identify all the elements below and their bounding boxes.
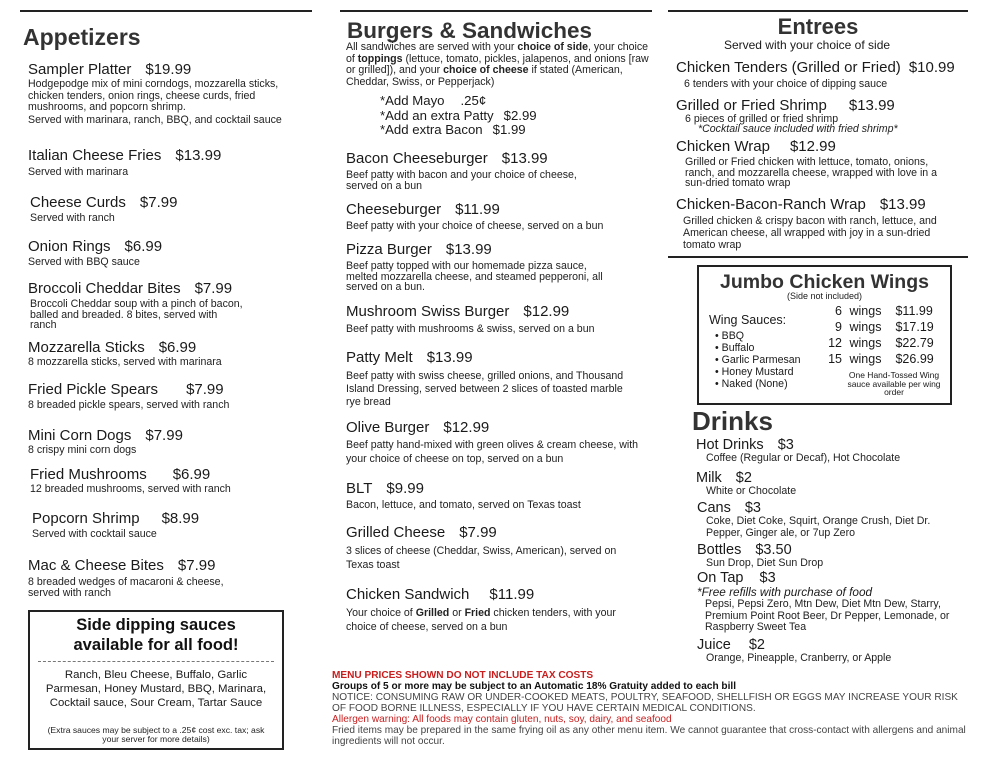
entrees-title: Entrees [777,14,859,39]
drink-bottles [697,542,977,570]
item-price: $13.99 [426,349,473,366]
item-name: Mini Corn Dogs [28,427,132,444]
item-name: Grilled or Fried Shrimp [676,97,827,114]
wing-size-row [824,319,934,335]
appetizer-mozzarella-sticks [28,339,308,369]
appetizer-fried-pickle-spears [28,381,308,412]
item-price: $9.99 [386,480,424,497]
item-desc: Beef patty with bacon and your choice of cheese, served on a bun [346,169,577,192]
wing-sauce-garlic-parmesan: • Garlic Parmesan [715,354,801,366]
item-name: Fried Pickle Spears [28,381,159,398]
item-desc: Bacon, lettuce, and tomato, served on Texas toast [346,499,581,511]
item-desc: Served with cocktail sauce [32,528,157,540]
item-desc: Hodgepodge mix of mini corndogs, mozzarella sticks, chicken tenders, onion rings, cheese curds, fried mushrooms, and popcorn shrimp. [28,78,279,113]
item-price: $7.99 [139,194,178,211]
item-price: $8.99 [161,510,200,527]
item-desc: Served with ranch [30,212,115,224]
item-name: Milk [696,470,722,486]
intro-text: (lettuce, tomato, pickles, jalapenos, and onions [raw or grilled]), and your [346,52,649,76]
appetizer-mac-cheese-bites [28,557,253,598]
item-desc: Orange, Pineapple, Cranberry, or Apple [706,652,892,664]
item-name: Juice [697,637,731,653]
burger-mushroom-swiss [346,303,646,336]
item-name: Mac & Cheese Bites [28,557,164,574]
burger-cheeseburger [346,201,646,233]
item-price: $2 [735,470,752,486]
item-name: Italian Cheese Fries [28,147,162,164]
item-price: $6.99 [124,238,163,255]
burger-bacon-cheeseburger [346,150,611,191]
item-desc: 12 breaded mushrooms, served with ranch [30,483,231,495]
wing-sauce-bbq: • BBQ [715,330,745,342]
item-name: Broccoli Cheddar Bites [28,280,181,297]
item-desc: Beef patty topped with our homemade pizza sauce, melted mozzarella cheese, and steamed pepperoni, all served on a bun. [346,260,603,293]
item-name: Bottles [697,542,742,558]
item-price: $13.99 [879,196,926,213]
item-desc: 8 mozzarella sticks, served with marinara [28,356,222,368]
item-desc: Broccoli Cheddar soup with a pinch of bacon, balled and breaded. 8 bites, served with ranch [30,298,243,331]
item-price: $7.99 [186,381,224,398]
wings-note: One Hand-Tossed Wing sauce available per wing order [847,370,941,397]
item-name: On Tap [697,570,744,586]
item-note: *Cocktail sauce included with fried shrimp* [698,123,898,135]
wing-size-row [824,351,934,367]
wing-sauce-name: BBQ [721,330,745,342]
item-name: Patty Melt [346,349,413,366]
item-name: Onion Rings [28,238,111,255]
entrees-top-rule [668,10,968,12]
item-desc: Coffee (Regular or Decaf), Hot Chocolate [706,452,901,464]
wing-price: $22.79 [895,336,934,350]
wings-subtitle: (Side not included) [786,291,863,301]
addon-bacon [380,123,537,138]
item-desc: Served with marinara [28,166,129,178]
wing-sauce-buffalo: • Buffalo [715,342,755,354]
item-name: Olive Burger [346,419,430,436]
item-name: Mushroom Swiss Burger [346,303,510,320]
intro-text: if stated (American, Cheddar, Swiss, or Pepperjack) [346,64,623,88]
item-desc: 6 pieces of grilled or fried shrimp [685,113,839,125]
allergen-warning: Allergen warning: All foods may contain gluten, nuts, soy, dairy, and seafood [332,714,672,725]
burger-pizza-burger [346,241,616,293]
addon-mayo [380,94,537,109]
side-sauces-box [28,610,284,750]
item-price: $11.99 [489,586,535,603]
item-desc: Beef patty with your choice of cheese, served on a bun [346,220,604,232]
sauces-list: Ranch, Bleu Cheese, Buffalo, Garlic Parmesan, Honey Mustard, BBQ, Marinara, Cocktail sauce, Sour Cream, Tartar Sauce [45,669,267,709]
gratuity-notice: Groups of 5 or more may be subject to an Automatic 18% Gratuity added to each bill [332,681,737,692]
item-price: $3.50 [755,542,792,558]
item-desc: Grilled chicken & crispy bacon with ranch, lettuce, and American cheese, all wrapped with joy in a sun-dried tomato wrap [683,215,937,251]
item-name: Popcorn Shrimp [32,510,140,527]
drink-cans [697,500,967,539]
item-desc: White or Chocolate [706,485,797,497]
sandwich-chicken-sandwich [346,586,638,634]
intro-side: side [566,41,588,53]
wing-sauce-honey-mustard: • Honey Mustard [715,366,794,378]
item-price: $6.99 [172,466,211,483]
wing-unit: wings [849,336,882,350]
addon-label: *Add Mayo [380,93,445,108]
item-desc: Served with BBQ sauce [28,256,140,268]
item-desc: 8 breaded wedges of macaroni & cheese, served with ranch [28,576,224,599]
item-desc: Beef patty with swiss cheese, grilled onions, and Thousand Island Dressing, served between 2 slices of toasted marble rye bread [346,370,624,408]
intro-toppings: toppings [357,52,403,65]
item-price: $7.99 [194,280,233,297]
appetizers-title: Appetizers [23,24,141,50]
wing-sizes [824,303,934,367]
item-name: Chicken Wrap [676,138,770,155]
burgers-top-rule [340,10,652,12]
wing-sauce-name: Naked (None) [721,378,788,390]
wing-price: $26.99 [895,352,934,366]
item-desc: Pepsi, Pepsi Zero, Mtn Dew, Diet Mtn Dew, Starry, Premium Point Root Beer, Dr Pepper, Lemonade, or Raspberry Sweet Tea [705,598,950,633]
raw-food-notice: NOTICE: CONSUMING RAW OR UNDER-COOKED MEATS, POULTRY, SEAFOOD, SHELLFISH OR EGGS MAY INCREASE YOUR RISK OF FOOD BORNE ILLNESS, ESPECIALLY IF YOU HAVE CERTAIN MEDICAL CONDITIONS. [332,692,958,714]
burger-addons [380,94,537,138]
item-name: Grilled Cheese [346,524,446,541]
item-price: $10.99 [908,59,955,76]
wings-box [697,265,952,405]
wing-count: 12 [828,336,842,350]
item-price: $2 [748,637,765,653]
intro-text: , your choice of [346,41,649,65]
item-price: $13.99 [445,241,492,258]
wing-sauce-naked: • Naked (None) [715,378,788,390]
intro-emph: choice of [517,41,567,53]
wing-sauce-name: Garlic Parmesan [721,354,801,366]
wing-size-row [824,335,934,351]
item-desc: 6 tenders with your choice of dipping sauce [684,78,888,90]
drinks-title: Drinks [692,406,773,436]
tax-notice: MENU PRICES SHOWN DO NOT INCLUDE TAX COSTS [332,670,594,681]
item-desc: Beef patty hand-mixed with green olives & cream cheese, with your choice of cheese on top, served on a bun [346,439,639,465]
item-name: Chicken-Bacon-Ranch Wrap [676,196,866,213]
sandwich-grilled-cheese [346,524,641,572]
frying-oil-notice: Fried items may be prepared in the same frying oil as any other menu item. We cannot guarantee that cross-contact with allergens and animal ingredients will not occur. [332,725,966,747]
item-price: $11.99 [455,201,500,218]
appetizer-broccoli-cheddar-bites [30,280,245,331]
item-desc: 8 crispy mini corn dogs [28,444,137,456]
drink-hot-drinks [696,437,976,465]
entree-chicken-wrap [676,138,954,189]
item-name: Chicken Sandwich [346,586,470,603]
addon-patty [380,109,537,124]
drink-juice [697,637,977,665]
item-price: $3 [744,500,761,516]
item-price: $7.99 [459,524,497,541]
wing-price: $11.99 [895,304,933,318]
drink-milk [696,470,976,498]
desc-text: chicken tenders, with your choice of cheese, served on a bun [346,607,616,633]
item-price: $13.99 [848,97,895,114]
intro-emph: choice of [443,64,493,76]
appetizers-top-rule [20,10,312,12]
item-price: $3 [759,570,776,586]
wing-unit: wings [849,352,882,366]
entree-chicken-bacon-ranch-wrap [676,196,954,251]
item-desc: Sun Drop, Diet Sun Drop [706,557,824,569]
item-desc: 3 slices of cheese (Cheddar, Swiss, American), served on Texas toast [346,545,617,571]
addon-price: $2.99 [503,107,537,123]
item-price: $6.99 [158,339,197,356]
desc-fried: Fried [464,607,491,619]
wing-sauce-name: Honey Mustard [721,366,794,378]
wing-sauces-list [715,330,801,390]
wing-size-row [824,303,934,319]
desc-grilled: Grilled [415,607,450,619]
appetizer-sampler-platter [28,61,308,126]
footer-disclaimers [332,670,972,747]
appetizer-italian-cheese-fries [28,147,308,179]
item-desc: 8 breaded pickle spears, served with ranch [28,399,230,411]
entree-shrimp [676,97,971,134]
appetizer-cheese-curds [30,194,310,225]
item-price: $7.99 [177,557,216,574]
item-price: $3 [777,437,794,453]
item-name: Cheeseburger [346,201,442,218]
appetizer-popcorn-shrimp [32,510,312,541]
item-name: Pizza Burger [346,241,432,258]
item-price: $13.99 [501,150,548,167]
entree-chicken-tenders [676,59,971,91]
wings-title: Jumbo Chicken Wings [720,271,929,293]
wing-unit: wings [849,320,882,334]
burger-olive-burger [346,419,641,466]
sauces-box-title: Side dipping sauces available for all food! [73,616,239,654]
item-desc: Grilled or Fried chicken with lettuce, tomato, onions, ranch, and mozzarella cheese, wrapped with love in a sun-dried tomato wrap [685,156,938,189]
item-desc: Beef patty with mushrooms & swiss, served on a bun [346,323,595,335]
item-desc: Coke, Diet Coke, Squirt, Orange Crush, Diet Dr. Pepper, Ginger ale, or 7up Zero [706,515,931,539]
item-desc-serving: Served with marinara, ranch, BBQ, and cocktail sauce [28,113,282,126]
wing-sauce-name: Buffalo [721,342,755,354]
intro-cheese: cheese [492,64,529,76]
item-name: Sampler Platter [28,61,132,78]
item-name: Cans [697,500,731,516]
desc-text: Your choice of [346,607,416,619]
addon-label: *Add extra Bacon [380,122,483,137]
wing-price: $17.19 [895,320,934,334]
entrees-subtitle: Served with your choice of side [723,38,891,52]
item-price: $12.99 [523,303,570,320]
intro-text: All sandwiches are served with your [346,41,518,53]
item-name: Hot Drinks [696,437,764,453]
wing-count: 15 [828,352,842,366]
burgers-title: Burgers & Sandwiches [347,18,593,43]
item-name: BLT [346,480,373,497]
addon-price: .25¢ [460,93,487,108]
appetizer-mini-corn-dogs [28,427,308,457]
wing-count: 6 [835,304,842,318]
item-price: $13.99 [175,147,222,164]
item-price: $12.99 [789,138,836,155]
item-name: Cheese Curds [30,194,126,211]
sandwich-blt [346,480,646,512]
wing-sauces-label: Wing Sauces: [709,313,787,327]
item-name: Chicken Tenders (Grilled or Fried) [676,59,901,76]
burgers-intro [346,42,651,88]
desc-text: or [449,607,465,619]
item-price: $7.99 [145,427,183,444]
wing-unit: wings [849,304,882,318]
appetizer-onion-rings [28,238,308,269]
item-name: Bacon Cheeseburger [346,150,488,167]
drink-on-tap [697,570,977,634]
appetizer-fried-mushrooms [30,466,310,496]
item-price: $12.99 [443,419,490,436]
item-name: Mozzarella Sticks [28,339,145,356]
item-name: Fried Mushrooms [30,466,147,483]
item-desc [346,606,638,634]
entrees-bottom-rule [668,256,968,258]
item-price: $19.99 [145,61,192,78]
wing-count: 9 [835,320,842,334]
addon-price: $1.99 [492,122,526,137]
burger-patty-melt [346,349,636,409]
item-note: *Free refills with purchase of food [697,585,873,599]
sauces-note: (Extra sauces may be subject to a .25¢ cost exc. tax; ask your server for more details) [47,725,265,744]
addon-label: *Add an extra Patty [380,107,494,123]
